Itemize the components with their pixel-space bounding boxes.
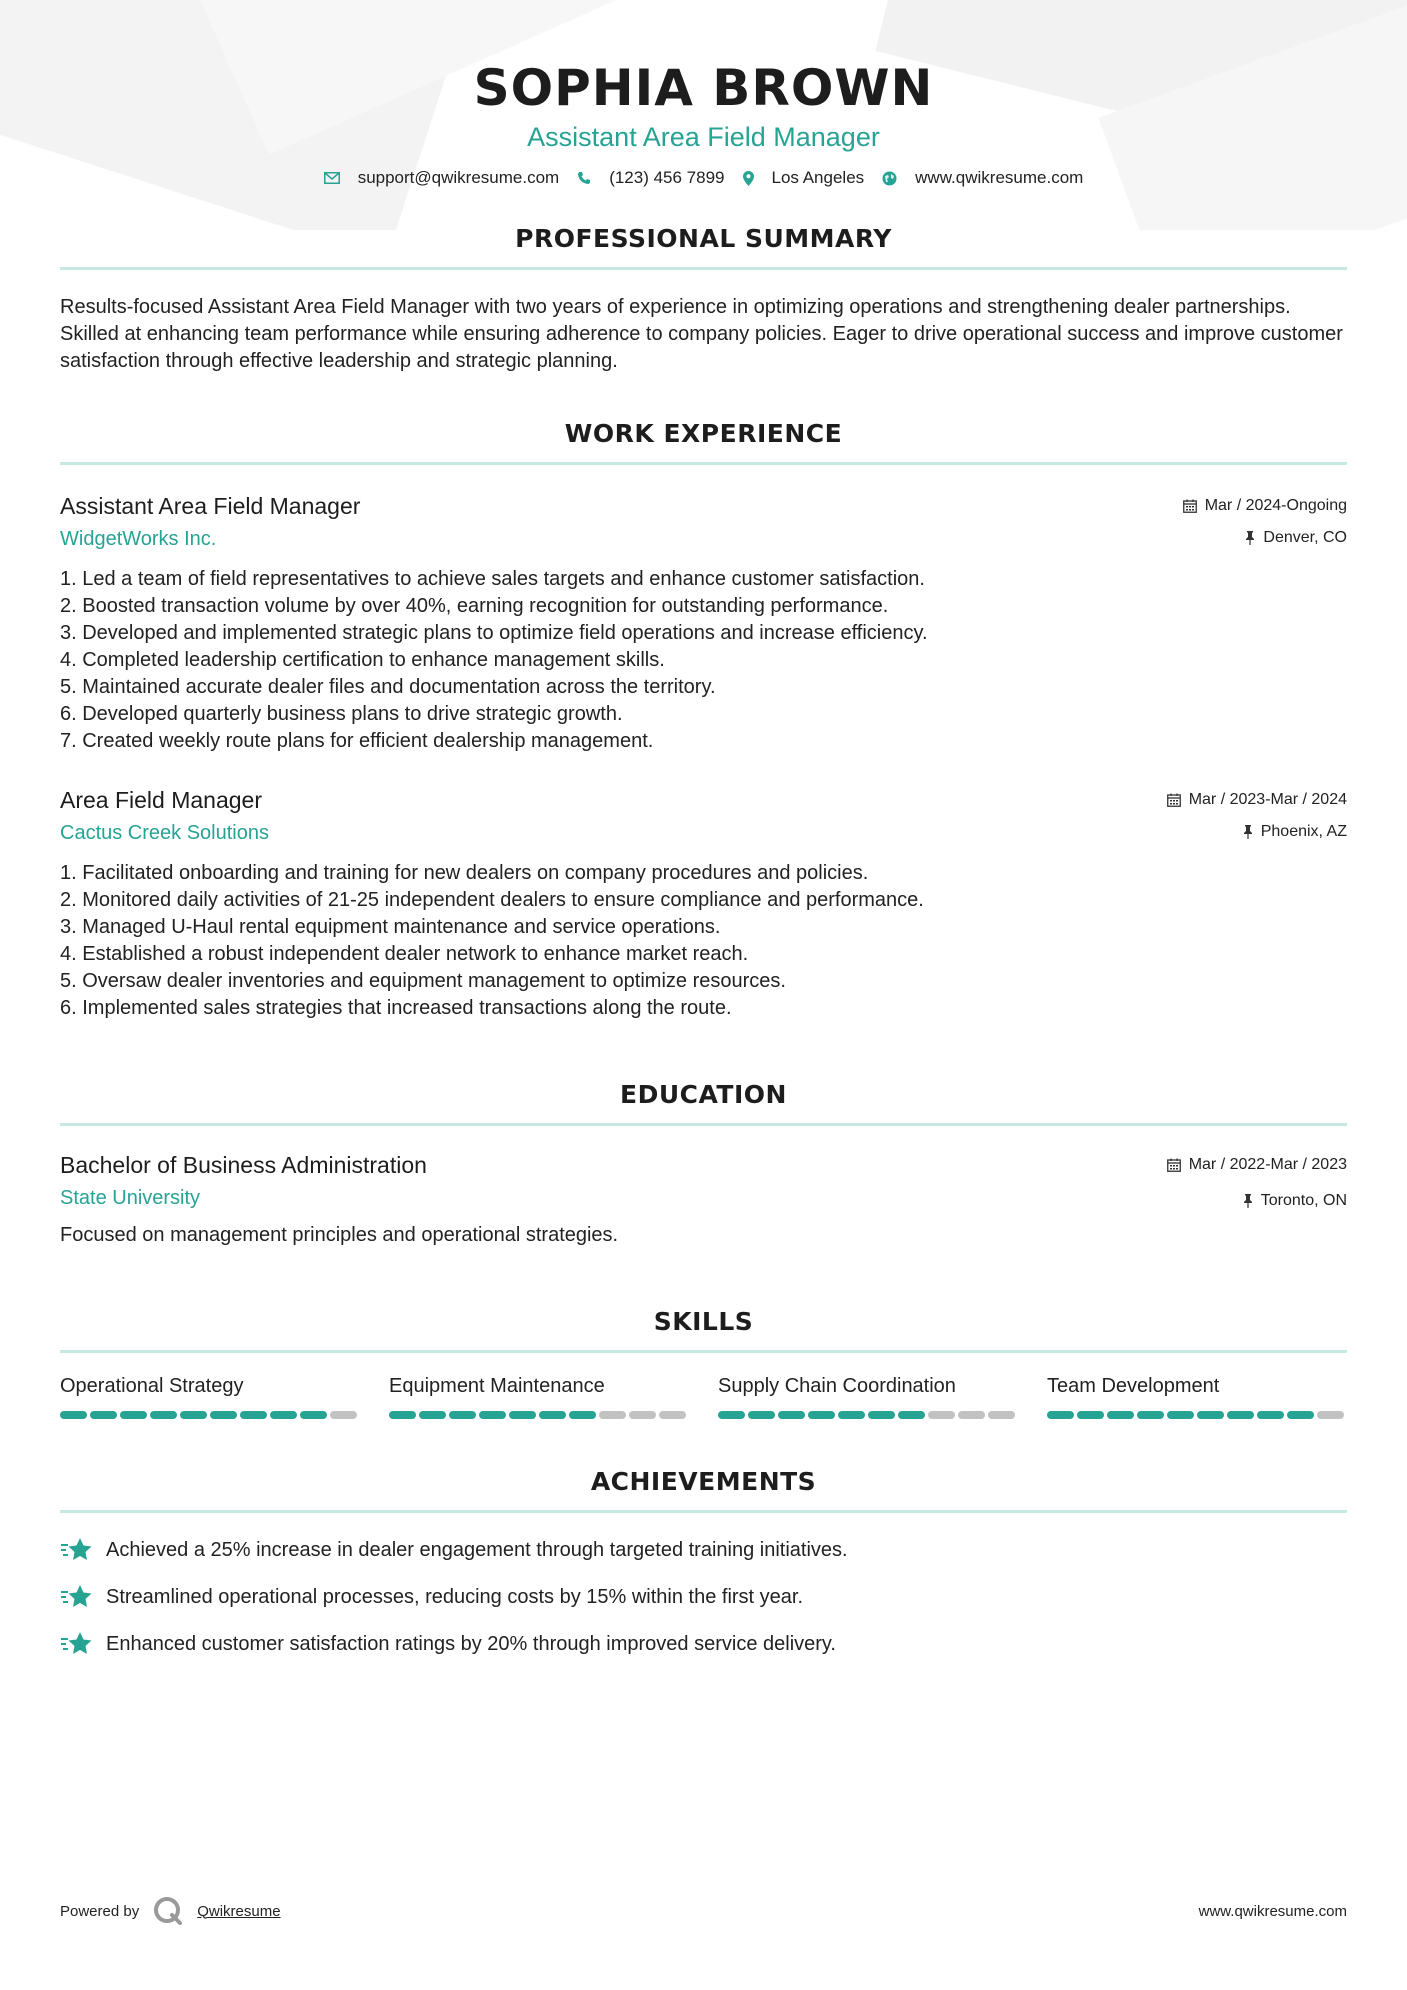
- skill-segment-filled: [808, 1411, 835, 1419]
- skill-segment-filled: [1077, 1411, 1104, 1419]
- achievement-text: Achieved a 25% increase in dealer engagement through targeted training initiatives.: [106, 1538, 848, 1561]
- job-dates: Mar / 2023-Mar / 2024: [1188, 791, 1347, 808]
- skill-level-bar: [1047, 1411, 1347, 1419]
- skill-segment-filled: [718, 1411, 745, 1419]
- summary-text: Results-focused Assistant Area Field Manager with two years of experience in optimizing operations and strengthening dealer partnerships. Skilled at enhancing team performance while ensuring adherence to company policies. Eager to drive operational success and improve customer satisfaction through effective leadership and strategic planning.: [60, 296, 1343, 372]
- globe-icon: [882, 171, 897, 186]
- list-item: 3. Managed U-Haul rental equipment maintenance and service operations.: [60, 916, 721, 938]
- achievements-heading: ACHIEVEMENTS: [590, 1467, 817, 1496]
- skill-segment-filled: [419, 1411, 446, 1419]
- skill-segment-empty: [1317, 1411, 1344, 1419]
- education-section: [60, 1080, 1347, 1249]
- phone-text: (123) 456 7899: [609, 168, 725, 187]
- contact-bar: [60, 168, 1347, 188]
- skill-segment-filled: [868, 1411, 895, 1419]
- skill-segment-empty: [659, 1411, 686, 1419]
- footer-website[interactable]: www.qwikresume.com: [1198, 1902, 1347, 1920]
- contact-location: [743, 168, 865, 188]
- skill-item: [60, 1373, 360, 1419]
- list-item: 2. Boosted transaction volume by over 40%, earning recognition for outstanding performance.: [60, 595, 889, 617]
- contact-website[interactable]: [882, 168, 1083, 188]
- skill-item: [1047, 1373, 1347, 1419]
- experience-heading: WORK EXPERIENCE: [564, 419, 843, 448]
- skill-level-bar: [389, 1411, 689, 1419]
- pushpin-icon: [1243, 1194, 1253, 1208]
- list-item: 4. Established a robust independent dealer network to enhance market reach.: [60, 943, 749, 965]
- calendar-icon: [1167, 1158, 1181, 1172]
- skill-segment-filled: [270, 1411, 297, 1419]
- education-heading: EDUCATION: [620, 1080, 787, 1109]
- page-footer: [60, 1896, 1347, 1926]
- list-item: 7. Created weekly route plans for efficient dealership management.: [60, 730, 654, 752]
- skill-segment-filled: [449, 1411, 476, 1419]
- contact-phone[interactable]: [577, 168, 724, 188]
- skill-segment-empty: [988, 1411, 1015, 1419]
- list-item: 5. Oversaw dealer inventories and equipment management to optimize resources.: [60, 970, 786, 992]
- location-text: Los Angeles: [771, 168, 865, 187]
- achievements-list: [60, 1535, 1347, 1659]
- list-item: [60, 1629, 1347, 1659]
- job-location: Denver, CO: [1263, 529, 1347, 546]
- achievements-section: [60, 1467, 1347, 1659]
- skill-name: Team Development: [1047, 1375, 1220, 1397]
- skill-name: Supply Chain Coordination: [718, 1375, 956, 1397]
- skill-segment-filled: [898, 1411, 925, 1419]
- list-item: 6. Developed quarterly business plans to drive strategic growth.: [60, 703, 623, 725]
- skill-segment-filled: [1197, 1411, 1224, 1419]
- calendar-icon: [1183, 499, 1197, 513]
- job-bullets: [60, 860, 1347, 1022]
- skill-level-bar: [718, 1411, 1018, 1419]
- experience-section: [60, 419, 1347, 1022]
- candidate-name: SOPHIA BROWN: [473, 59, 934, 117]
- section-divider: [60, 462, 1347, 465]
- skill-segment-filled: [1167, 1411, 1194, 1419]
- star-icon: [60, 1582, 94, 1612]
- section-divider: [60, 1510, 1347, 1513]
- pushpin-icon: [1243, 825, 1253, 839]
- education-location: Toronto, ON: [1260, 1192, 1347, 1209]
- skill-segment-filled: [60, 1411, 87, 1419]
- skill-segment-filled: [180, 1411, 207, 1419]
- job-location: Phoenix, AZ: [1260, 823, 1347, 840]
- job-entry: [60, 785, 1347, 1022]
- skill-segment-filled: [1227, 1411, 1254, 1419]
- star-icon: [60, 1535, 94, 1565]
- skills-grid: [60, 1373, 1347, 1419]
- job-company: Cactus Creek Solutions: [60, 822, 269, 844]
- job-dates: Mar / 2024-Ongoing: [1204, 497, 1347, 514]
- skill-segment-empty: [330, 1411, 357, 1419]
- skill-segment-filled: [150, 1411, 177, 1419]
- skill-segment-filled: [1107, 1411, 1134, 1419]
- list-item: [60, 1582, 1347, 1612]
- skill-level-bar: [60, 1411, 360, 1419]
- skill-segment-filled: [748, 1411, 775, 1419]
- skill-segment-filled: [90, 1411, 117, 1419]
- skill-segment-filled: [389, 1411, 416, 1419]
- list-item: 1. Facilitated onboarding and training for new dealers on company procedures and policies.: [60, 862, 869, 884]
- list-item: 3. Developed and implemented strategic plans to optimize field operations and increase efficiency.: [60, 622, 928, 644]
- powered-by-label: Powered by: [60, 1902, 140, 1920]
- section-divider: [60, 1350, 1347, 1353]
- skill-segment-empty: [928, 1411, 955, 1419]
- skill-segment-filled: [539, 1411, 566, 1419]
- skill-segment-filled: [1047, 1411, 1074, 1419]
- list-item: 2. Monitored daily activities of 21-25 independent dealers to ensure compliance and performance.: [60, 889, 924, 911]
- skill-segment-filled: [479, 1411, 506, 1419]
- map-pin-icon: [743, 171, 754, 186]
- job-company: WidgetWorks Inc.: [60, 528, 217, 550]
- powered-by: [60, 1896, 281, 1926]
- skill-segment-filled: [1137, 1411, 1164, 1419]
- brand-link[interactable]: Qwikresume: [197, 1902, 281, 1920]
- qwikresume-logo-icon: [153, 1896, 183, 1926]
- skill-item: [389, 1373, 689, 1419]
- list-item: 5. Maintained accurate dealer files and documentation across the territory.: [60, 676, 716, 698]
- skill-name: Operational Strategy: [60, 1375, 244, 1397]
- job-entry: [60, 491, 1347, 755]
- skill-segment-filled: [569, 1411, 596, 1419]
- website-text: www.qwikresume.com: [915, 168, 1084, 187]
- star-icon: [60, 1629, 94, 1659]
- skill-segment-filled: [120, 1411, 147, 1419]
- skill-segment-empty: [599, 1411, 626, 1419]
- skill-segment-filled: [1257, 1411, 1284, 1419]
- job-bullets: [60, 566, 1347, 755]
- phone-icon: [577, 171, 591, 185]
- email-text: support@qwikresume.com: [357, 168, 560, 187]
- skills-heading: SKILLS: [653, 1307, 754, 1336]
- skill-segment-filled: [778, 1411, 805, 1419]
- list-item: 1. Led a team of field representatives to achieve sales targets and enhance customer satisfaction.: [60, 568, 925, 590]
- section-divider: [60, 267, 1347, 270]
- list-item: [60, 1535, 1347, 1565]
- skill-segment-filled: [1287, 1411, 1314, 1419]
- skill-segment-filled: [838, 1411, 865, 1419]
- envelope-icon: [324, 172, 340, 184]
- education-entry: [60, 1150, 1347, 1249]
- skill-item: [718, 1373, 1018, 1419]
- skill-name: Equipment Maintenance: [389, 1375, 605, 1397]
- job-title: Assistant Area Field Manager: [60, 493, 361, 519]
- achievement-text: Enhanced customer satisfaction ratings by 20% through improved service delivery.: [106, 1632, 836, 1655]
- list-item: 4. Completed leadership certification to enhance management skills.: [60, 649, 665, 671]
- list-item: 6. Implemented sales strategies that increased transactions along the route.: [60, 997, 732, 1019]
- degree-title: Bachelor of Business Administration: [60, 1152, 427, 1178]
- summary-section: [60, 224, 1347, 375]
- skill-segment-empty: [958, 1411, 985, 1419]
- skill-segment-empty: [629, 1411, 656, 1419]
- skills-section: [60, 1307, 1347, 1419]
- resume-header: [60, 0, 1347, 188]
- skill-segment-filled: [300, 1411, 327, 1419]
- education-dates: Mar / 2022-Mar / 2023: [1188, 1156, 1347, 1173]
- education-description: Focused on management principles and operational strategies.: [60, 1224, 619, 1246]
- pushpin-icon: [1245, 531, 1255, 545]
- skill-segment-filled: [240, 1411, 267, 1419]
- skill-segment-filled: [509, 1411, 536, 1419]
- job-title: Area Field Manager: [60, 787, 262, 813]
- summary-heading: PROFESSIONAL SUMMARY: [515, 224, 892, 253]
- section-divider: [60, 1123, 1347, 1126]
- achievement-text: Streamlined operational processes, reducing costs by 15% within the first year.: [106, 1585, 804, 1608]
- skill-segment-filled: [210, 1411, 237, 1419]
- candidate-title: Assistant Area Field Manager: [527, 122, 880, 152]
- contact-email[interactable]: [324, 168, 560, 188]
- school-name: State University: [60, 1187, 201, 1209]
- calendar-icon: [1167, 793, 1181, 807]
